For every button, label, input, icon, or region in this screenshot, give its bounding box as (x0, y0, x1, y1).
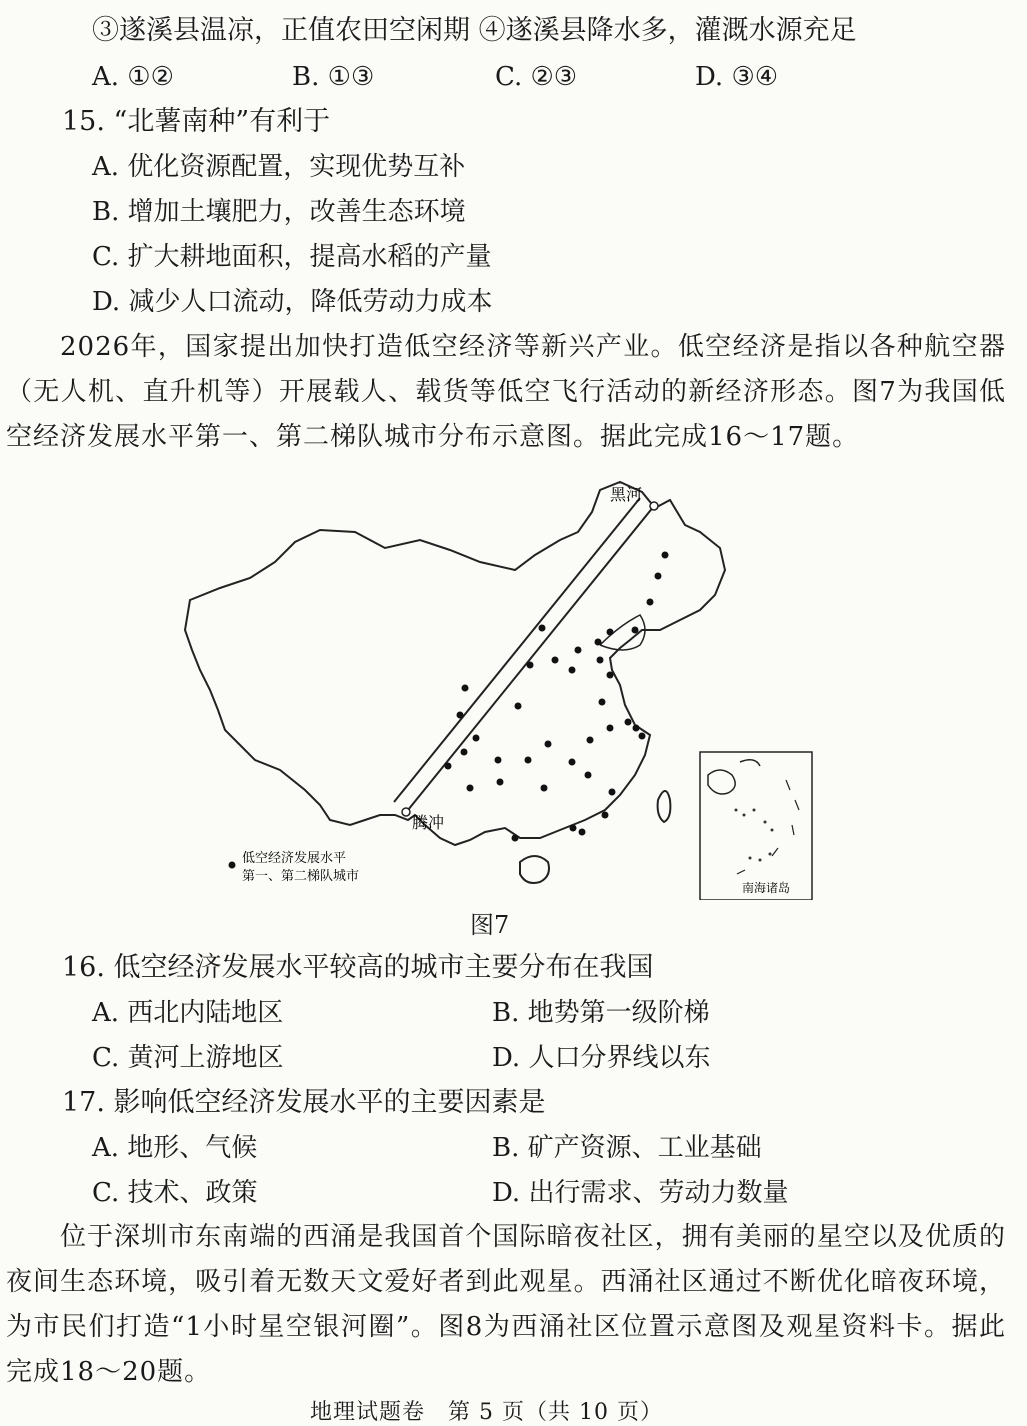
legend-line-2: 第一、第二梯队城市 (242, 869, 360, 884)
q17-option-b: B. 矿产资源、工业基础 (492, 1133, 762, 1163)
china-outline (185, 482, 725, 845)
tengchong-label: 腾冲 (412, 813, 445, 832)
q16-option-a: A. 西北内陆地区 (92, 998, 284, 1028)
figure-caption: 图7 (470, 911, 510, 939)
heihe-label: 黑河 (610, 485, 643, 504)
q17-option-c: C. 技术、政策 (92, 1178, 258, 1208)
south-china-sea-inset (700, 752, 812, 900)
inset-label: 南海诸岛 (742, 881, 791, 895)
q17-option-d: D. 出行需求、劳动力数量 (492, 1178, 789, 1208)
page-footer: 地理试题卷 第 5 页（共 10 页） (310, 1400, 663, 1425)
q17-stem: 17. 影响低空经济发展水平的主要因素是 (62, 1087, 546, 1118)
q14-statement-line: ③遂溪县温凉，正值农田空闲期 ④遂溪县降水多，灌溉水源充足 (92, 15, 857, 46)
heihe-point (650, 502, 658, 510)
china-map-figure (180, 470, 820, 900)
legend-line-1: 低空经济发展水平 (242, 851, 347, 866)
q15-option-b: B. 增加土壤肥力，改善生态环境 (92, 197, 466, 227)
taiwan-island (658, 791, 671, 822)
q14-option-a: A. ①② (92, 62, 174, 92)
q16-option-c: C. 黄河上游地区 (92, 1043, 284, 1073)
q14-option-b: B. ①③ (292, 62, 375, 92)
q16-option-b: B. 地势第一级阶梯 (492, 998, 710, 1028)
tengchong-point (402, 808, 410, 816)
q15-option-a: A. 优化资源配置，实现优势互补 (92, 152, 466, 182)
intro-paragraph-xichong: 位于深圳市东南端的西涌是我国首个国际暗夜社区，拥有美丽的星空以及优质的夜间生态环境，吸引着无数天文爱好者到此观星。西涌社区通过不断优化暗夜环境，为市民们打造“1小时星空银河圈”。图8为西涌社区位置示意图及观星资料卡。据此完成18～20题。 (6, 1222, 1006, 1387)
q14-option-c: C. ②③ (495, 62, 578, 92)
q15-option-c: C. 扩大耕地面积，提高水稻的产量 (92, 242, 492, 272)
legend (229, 850, 360, 884)
intro-paragraph-low-altitude: 2026年，国家提出加快打造低空经济等新兴产业。低空经济是指以各种航空器（无人机、直升机等）开展载人、载货等低空飞行活动的新经济形态。图7为我国低空经济发展水平第一、第二梯队城市分布示意图。据此完成16～17题。 (6, 332, 1006, 452)
q15-option-d: D. 减少人口流动，降低劳动力成本 (92, 287, 493, 317)
q15-stem: 15. “北薯南种”有利于 (62, 106, 331, 137)
q16-stem: 16. 低空经济发展水平较高的城市主要分布在我国 (62, 952, 654, 983)
q17-option-a: A. 地形、气候 (92, 1133, 258, 1163)
q14-option-d: D. ③④ (695, 62, 779, 92)
hainan-island (520, 856, 549, 883)
q16-option-d: D. 人口分界线以东 (492, 1043, 711, 1073)
